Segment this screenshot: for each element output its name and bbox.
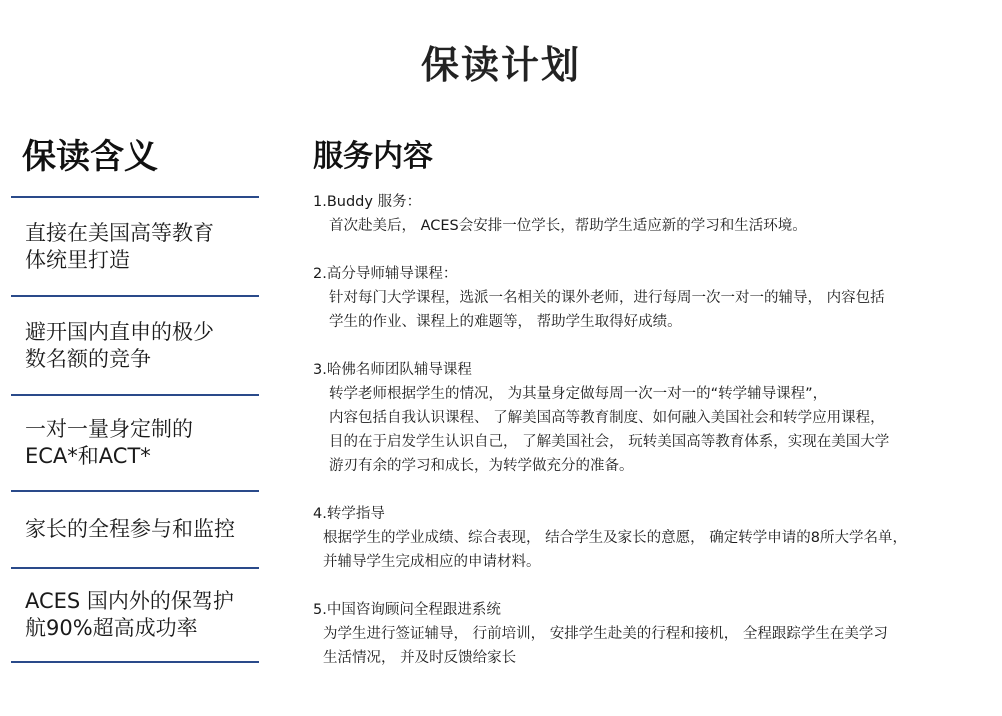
meaning-item-line: 一对一量身定制的 — [25, 417, 193, 441]
meaning-item — [11, 490, 259, 567]
meaning-item — [11, 196, 259, 295]
service-description-line: 学生的作业、课程上的难题等， 帮助学生取得好成绩。 — [329, 314, 682, 330]
service-description-line: 内容包括自我认识课程、 了解美国高等教育制度、如何融入美国社会和转学应用课程， — [329, 410, 885, 426]
service-title: 2.高分导师辅导课程： — [313, 266, 458, 282]
meaning-column — [11, 128, 259, 663]
service-description-line: 针对每门大学课程，选派一名相关的课外老师，进行每周一次一对一的辅导， 内容包括 — [329, 290, 885, 306]
service-item — [313, 262, 993, 334]
service-description-line: 根据学生的学业成绩、综合表现， 结合学生及家长的意愿， 确定转学申请的8所大学名单， — [323, 530, 907, 546]
meaning-item-line: 避开国内直申的极少 — [25, 319, 214, 344]
page-title: 保读计划 — [420, 43, 581, 87]
service-description-line: 生活情况， 并及时反馈给家长 — [323, 650, 517, 666]
services-heading: 服务内容 — [313, 139, 433, 174]
service-item — [313, 190, 993, 238]
meaning-item — [11, 295, 259, 394]
service-title: 5.中国咨询顾问全程跟进系统 — [313, 602, 501, 618]
service-title: 3.哈佛名师团队辅导课程 — [313, 362, 472, 378]
meaning-heading: 保读含义 — [22, 137, 158, 177]
services-column — [313, 128, 993, 694]
meaning-item-line: 数名额的竞争 — [25, 346, 151, 371]
service-description-line: 转学老师根据学生的情况， 为其量身定做每周一次一对一的“转学辅导课程”， — [329, 386, 828, 402]
service-description-line: 游刃有余的学习和成长，为转学做充分的准备。 — [329, 458, 634, 474]
service-description-line: 并辅导学生完成相应的申请材料。 — [323, 554, 541, 570]
meaning-item-line: ACES 国内外的保驾护 — [25, 589, 234, 613]
service-item — [313, 502, 993, 574]
service-description-line: 目的在于启发学生认识自己， 了解美国社会， 玩转美国高等教育体系，实现在美国大学 — [329, 434, 890, 450]
service-description-line: 首次赴美后， ACES会安排一位学长，帮助学生适应新的学习和生活环境。 — [329, 218, 807, 234]
service-title: 1.Buddy 服务： — [313, 194, 422, 210]
meaning-item — [11, 567, 259, 663]
service-item — [313, 358, 993, 478]
meaning-item-line: 体统里打造 — [25, 247, 130, 272]
meaning-item-line: 家长的全程参与和监控 — [25, 517, 235, 541]
meaning-item-line: 直接在美国高等教育 — [25, 220, 214, 245]
service-description-line: 为学生进行签证辅导， 行前培训， 安排学生赴美的行程和接机， 全程跟踪学生在美学习 — [323, 626, 888, 642]
meaning-item-line: ECA*和ACT* — [25, 444, 151, 468]
meaning-item — [11, 394, 259, 490]
service-title: 4.转学指导 — [313, 506, 385, 522]
meaning-item-line: 航90%超高成功率 — [25, 616, 198, 640]
service-item — [313, 598, 993, 670]
